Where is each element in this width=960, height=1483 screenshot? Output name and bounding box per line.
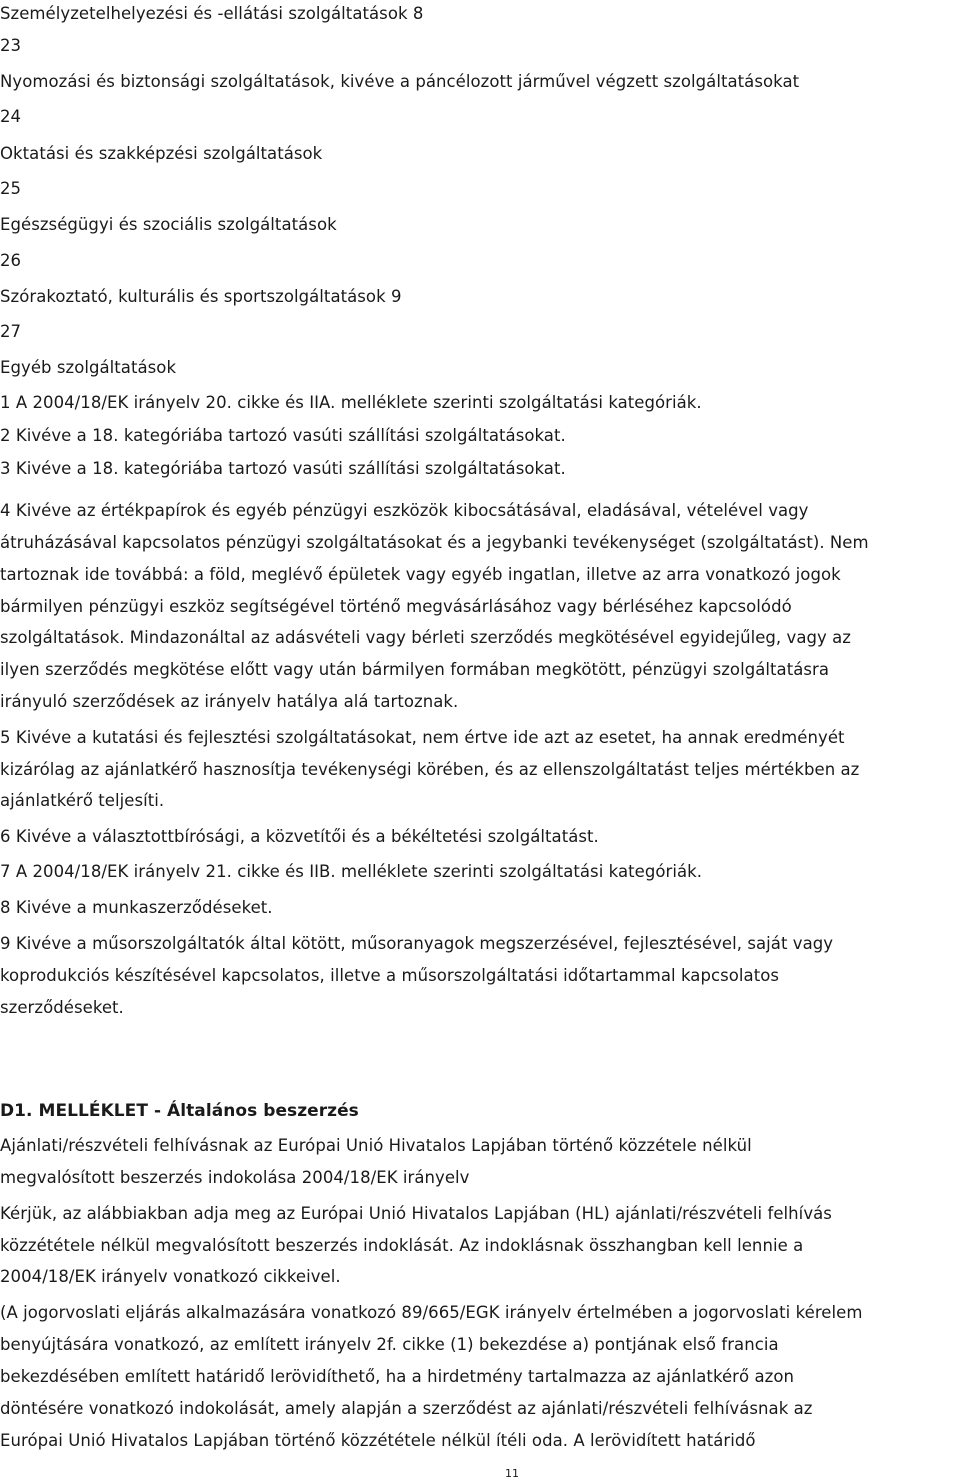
- footnote-line: 3 Kivéve a 18. kategóriába tartozó vasúti szállítási szolgáltatásokat.: [0, 459, 566, 478]
- footnote-line: tartoznak ide továbbá: a föld, meglévő épületek vagy egyéb ingatlan, illetve az arra vonatkozó jogok: [0, 565, 841, 584]
- footnote-line: bármilyen pénzügyi eszköz segítségével történő megvásárlásához vagy bérléséhez kapcsolódó: [0, 597, 792, 616]
- footnote-line: koprodukciós készítésével kapcsolatos, illetve a műsorszolgáltatási időtartammal kapcsolatos: [0, 966, 780, 985]
- service-number: 23: [0, 36, 22, 55]
- service-number: 25: [0, 179, 22, 198]
- footnote-line: szerződéseket.: [0, 998, 124, 1017]
- annex-line: Európai Unió Hivatalos Lapjában történő közzététele nélkül ítéli oda. A lerövidített határidő: [0, 1431, 756, 1450]
- service-number: 24: [0, 107, 22, 126]
- service-number: 27: [0, 322, 22, 341]
- footnote-line: 1 A 2004/18/EK irányelv 20. cikke és IIA. melléklete szerinti szolgáltatási kategóriák.: [0, 393, 702, 412]
- footnote-line: kizárólag az ajánlatkérő hasznosítja tevékenységi körében, és az ellenszolgáltatást teljes mértékben az: [0, 760, 860, 779]
- annex-line: Ajánlati/részvételi felhívásnak az Európai Unió Hivatalos Lapjában történő közzétele nélkül: [0, 1136, 752, 1155]
- footnote-line: szolgáltatások. Mindazonáltal az adásvételi vagy bérleti szerződés megkötésével egyidejűleg, vagy az: [0, 628, 852, 647]
- service-line: Szórakoztató, kulturális és sportszolgáltatások 9: [0, 287, 402, 306]
- footnote-line: 6 Kivéve a választottbírósági, a közvetítői és a békéltetési szolgáltatást.: [0, 827, 599, 846]
- annex-line: döntésére vonatkozó indokolását, amely alapján a szerződést az ajánlati/részvételi felhívásnak az: [0, 1399, 813, 1418]
- annex-line: benyújtására vonatkozó, az említett irányelv 2f. cikke (1) bekezdése a) pontjának első francia: [0, 1335, 779, 1354]
- annex-heading: D1. MELLÉKLET - Általános beszerzés: [0, 1101, 359, 1121]
- footnote-line: 9 Kivéve a műsorszolgáltatók által kötött, műsoranyagok megszerzésével, fejlesztésével, saját vagy: [0, 934, 834, 953]
- service-line: Oktatási és szakképzési szolgáltatások: [0, 144, 323, 163]
- annex-line: Kérjük, az alábbiakban adja meg az Európai Unió Hivatalos Lapjában (HL) ajánlati/részvételi felhívás: [0, 1204, 832, 1223]
- footnote-line: 4 Kivéve az értékpapírok és egyéb pénzügyi eszközök kibocsátásával, eladásával, vételével vagy: [0, 501, 809, 520]
- footnote-line: 5 Kivéve a kutatási és fejlesztési szolgáltatásokat, nem értve ide azt az esetet, ha annak eredményét: [0, 728, 845, 747]
- service-line: Egészségügyi és szociális szolgáltatások: [0, 215, 337, 234]
- service-line: Személyzetelhelyezési és -ellátási szolgáltatások 8: [0, 4, 424, 23]
- page-number: 11: [505, 1467, 519, 1480]
- annex-line: 2004/18/EK irányelv vonatkozó cikkeivel.: [0, 1267, 341, 1286]
- annex-line: megvalósított beszerzés indokolása 2004/18/EK irányelv: [0, 1168, 470, 1187]
- service-line: Egyéb szolgáltatások: [0, 358, 177, 377]
- footnote-line: átruházásával kapcsolatos pénzügyi szolgáltatásokat és a jegybanki tevékenységet (szolgáltatást). Nem: [0, 533, 869, 552]
- annex-line: bekezdésében említett határidő lerövidíthető, ha a hirdetmény tartalmazza az ajánlatkérő azon: [0, 1367, 794, 1386]
- annex-line: (A jogorvoslati eljárás alkalmazására vonatkozó 89/665/EGK irányelv értelmében a jogorvoslati kérelem: [0, 1303, 863, 1322]
- footnote-line: ajánlatkérő teljesíti.: [0, 791, 165, 810]
- annex-line: közzététele nélkül megvalósított beszerzés indoklását. Az indoklásnak összhangban kell lennie a: [0, 1236, 804, 1255]
- footnote-line: ilyen szerződés megkötése előtt vagy után bármilyen formában megkötött, pénzügyi szolgáltatásra: [0, 660, 830, 679]
- footnote-line: irányuló szerződések az irányelv hatálya alá tartoznak.: [0, 692, 459, 711]
- footnote-line: 7 A 2004/18/EK irányelv 21. cikke és IIB. melléklete szerinti szolgáltatási kategóriák.: [0, 862, 703, 881]
- service-line: Nyomozási és biztonsági szolgáltatások, kivéve a páncélozott járművel végzett szolgáltatásokat: [0, 72, 800, 91]
- footnote-line: 8 Kivéve a munkaszerződéseket.: [0, 898, 273, 917]
- service-number: 26: [0, 251, 22, 270]
- footnote-line: 2 Kivéve a 18. kategóriába tartozó vasúti szállítási szolgáltatásokat.: [0, 426, 566, 445]
